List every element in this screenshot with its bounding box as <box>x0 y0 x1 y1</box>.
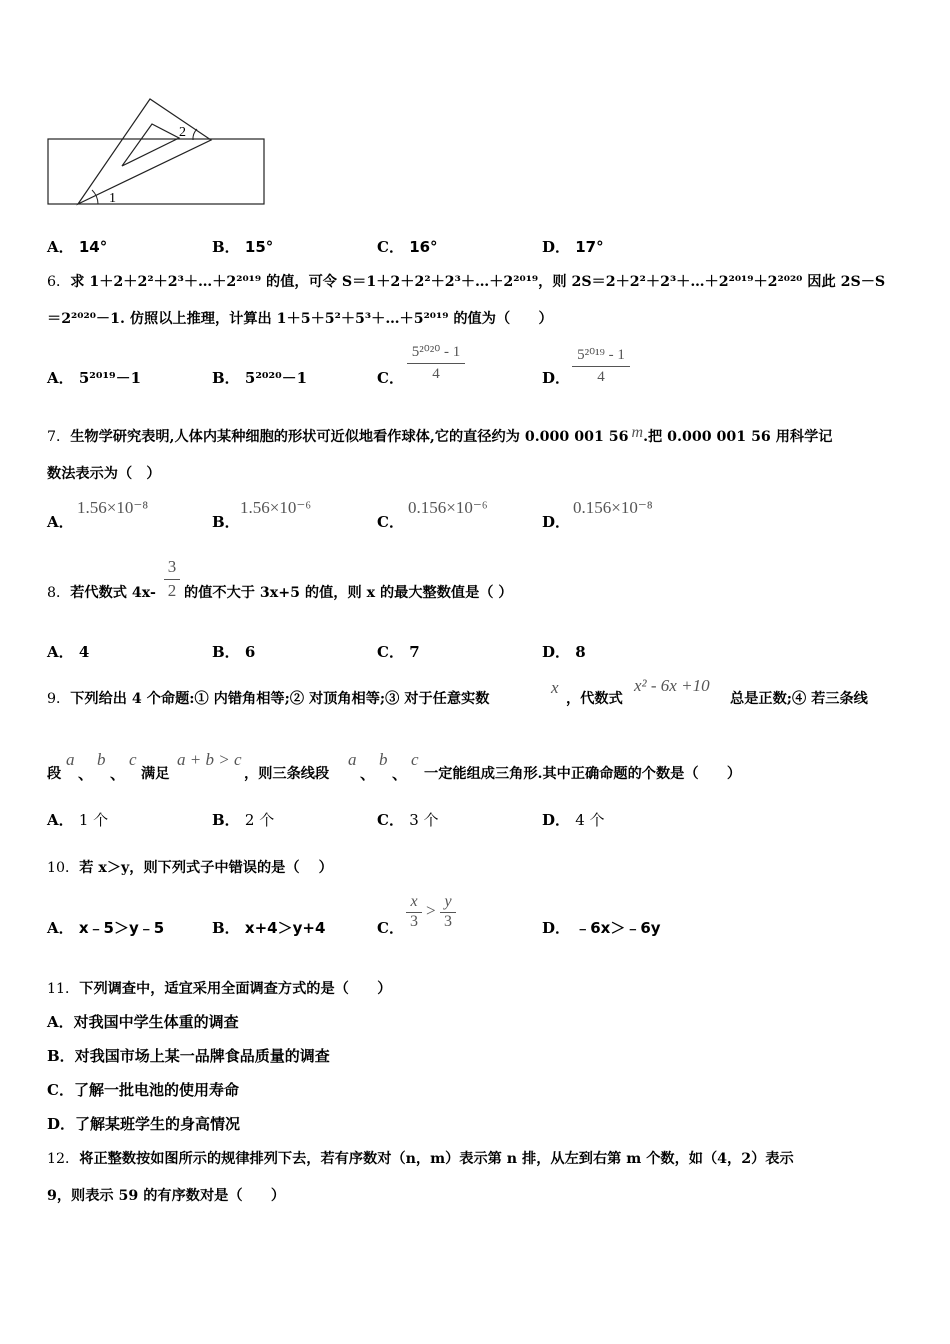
q9-var-c: c <box>129 750 137 769</box>
q7-option-a: A． <box>47 513 74 531</box>
q9-sep3: 、 <box>360 765 376 783</box>
q10-option-c-frac-x: $\frac{x}{3}$ <box>406 893 422 931</box>
q5-option-c: C． 16° <box>377 238 438 256</box>
q8-fraction: $\frac{3}{2}$ <box>164 557 180 601</box>
triangle-outer <box>78 99 211 204</box>
q11-option-b: B．对我国市场上某一品牌食品质量的调查 <box>47 1047 330 1065</box>
q12-line2: 9，则表示 59 的有序数对是（ ） <box>47 1188 286 1204</box>
q5-option-a: A． 14° <box>47 238 108 256</box>
q5-option-b: B． 15° <box>212 238 274 256</box>
q7-option-d: D． <box>542 513 571 531</box>
q7-line1: 7．生物学研究表明,人体内某种细胞的形状可近似地看作球体,它的直径约为 0.000 001 56 m.把 0.000 001 56 用科学记 <box>47 424 833 445</box>
q11-option-c: C．了解一批电池的使用寿命 <box>47 1081 239 1099</box>
triangle-ruler-figure <box>40 92 280 212</box>
q9-var-c2: c <box>411 750 419 769</box>
q6-option-a: A． 5²⁰¹⁹－1 <box>47 369 142 387</box>
q10-text: 10．若 x＞y，则下列式子中错误的是（ ） <box>47 860 333 876</box>
q9-line2d: 一定能组成三角形.其中正确命题的个数是（ ） <box>424 766 742 782</box>
angle-1-label: 1 <box>109 191 116 206</box>
q9-option-a: A． 1 个 <box>47 811 109 829</box>
q7-unit: m <box>631 424 644 441</box>
q10-option-a: A． x﹣5＞y﹣5 <box>47 919 165 937</box>
q9-sep1: 、 <box>78 765 94 783</box>
q8-text-b: 的值不大于 3x+5 的值，则 x 的最大整数值是（ ） <box>184 585 513 601</box>
q10-option-b: B． x+4＞y+4 <box>212 919 326 937</box>
q8-text-a: 8．若代数式 4x- <box>47 585 156 601</box>
q9-var-a2: a <box>348 750 357 769</box>
q9-line2a: 段 <box>47 766 62 782</box>
q7-option-c-value: 0.156×10⁻⁶ <box>408 498 488 517</box>
q7-option-d-value: 0.156×10⁻⁸ <box>573 498 653 517</box>
q12-line1: 12．将正整数按如图所示的规律排列下去，若有序数对（n，m）表示第 n 排，从左到右第 m 个数，如（4，2）表示 <box>47 1151 794 1167</box>
q9-line2c: ，则三条线段 <box>244 766 330 782</box>
q9-inequality: a + b > c <box>177 750 242 769</box>
q9-sep2: 、 <box>110 765 126 783</box>
q6-option-d-fraction: $\frac{\text{5²⁰¹⁹ - 1}}{4}$ <box>572 345 630 386</box>
q8-option-d: D． 8 <box>542 643 586 661</box>
q6-option-b: B． 5²⁰²⁰－1 <box>212 369 308 387</box>
q10-option-c: C． <box>377 919 404 937</box>
q9-var-a: a <box>66 750 75 769</box>
q6-option-c-fraction: $\frac{\text{5²⁰²⁰ - 1}}{4}$ <box>407 342 465 383</box>
q9-var-b: b <box>97 750 106 769</box>
q7-option-b-value: 1.56×10⁻⁶ <box>240 498 312 517</box>
q11-text: 11．下列调查中，适宜采用全面调查方式的是（ ） <box>47 981 392 997</box>
q9-line1c: 总是正数;④ 若三条线 <box>730 691 868 707</box>
q10-option-d: D． ﹣6x＞﹣6y <box>542 919 661 937</box>
q7-option-b: B． <box>212 513 240 531</box>
q6-option-d: D． <box>542 369 571 387</box>
q9-line1b: ，代数式 <box>566 691 623 707</box>
q9-option-d: D． 4 个 <box>542 811 605 829</box>
q9-var-x: x <box>551 678 559 697</box>
q6-line2: ＝2²⁰²⁰－1. 仿照以上推理，计算出 1＋5＋5²＋5³＋…＋5²⁰¹⁹ 的值为（ ） <box>47 311 553 327</box>
q9-line2b: 满足 <box>141 766 170 782</box>
q9-expr: x² - 6x +10 <box>634 676 710 695</box>
q9-sep4: 、 <box>392 765 408 783</box>
q9-option-c: C． 3 个 <box>377 811 439 829</box>
q6-line1: 6．求 1＋2＋2²＋2³＋…＋2²⁰¹⁹ 的值，可令 S＝1＋2＋2²＋2³＋…＋2²⁰¹⁹，则 2S＝2＋2²＋2³＋…＋2²⁰¹⁹＋2²⁰²⁰ 因此 2S－S <box>47 274 886 290</box>
q8-option-a: A． 4 <box>47 643 90 661</box>
q9-option-b: B． 2 个 <box>212 811 275 829</box>
q10-option-c-frac-y: $\frac{y}{3}$ <box>440 893 456 931</box>
q7-option-c: C． <box>377 513 404 531</box>
q7-option-a-value: 1.56×10⁻⁸ <box>77 498 149 517</box>
q6-option-c: C． <box>377 369 404 387</box>
q8-option-b: B． 6 <box>212 643 256 661</box>
angle-2-label: 2 <box>179 125 186 140</box>
q7-line2: 数法表示为（ ） <box>47 466 161 482</box>
q9-var-b2: b <box>379 750 388 769</box>
q9-line1a: 9．下列给出 4 个命题:① 内错角相等;② 对顶角相等;③ 对于任意实数 <box>47 691 490 707</box>
q5-option-d: D． 17° <box>542 238 604 256</box>
q8-option-c: C． 7 <box>377 643 420 661</box>
q11-option-d: D．了解某班学生的身高情况 <box>47 1115 241 1133</box>
q11-option-a: A．对我国中学生体重的调查 <box>47 1013 239 1031</box>
q10-option-c-op: > <box>426 901 436 920</box>
